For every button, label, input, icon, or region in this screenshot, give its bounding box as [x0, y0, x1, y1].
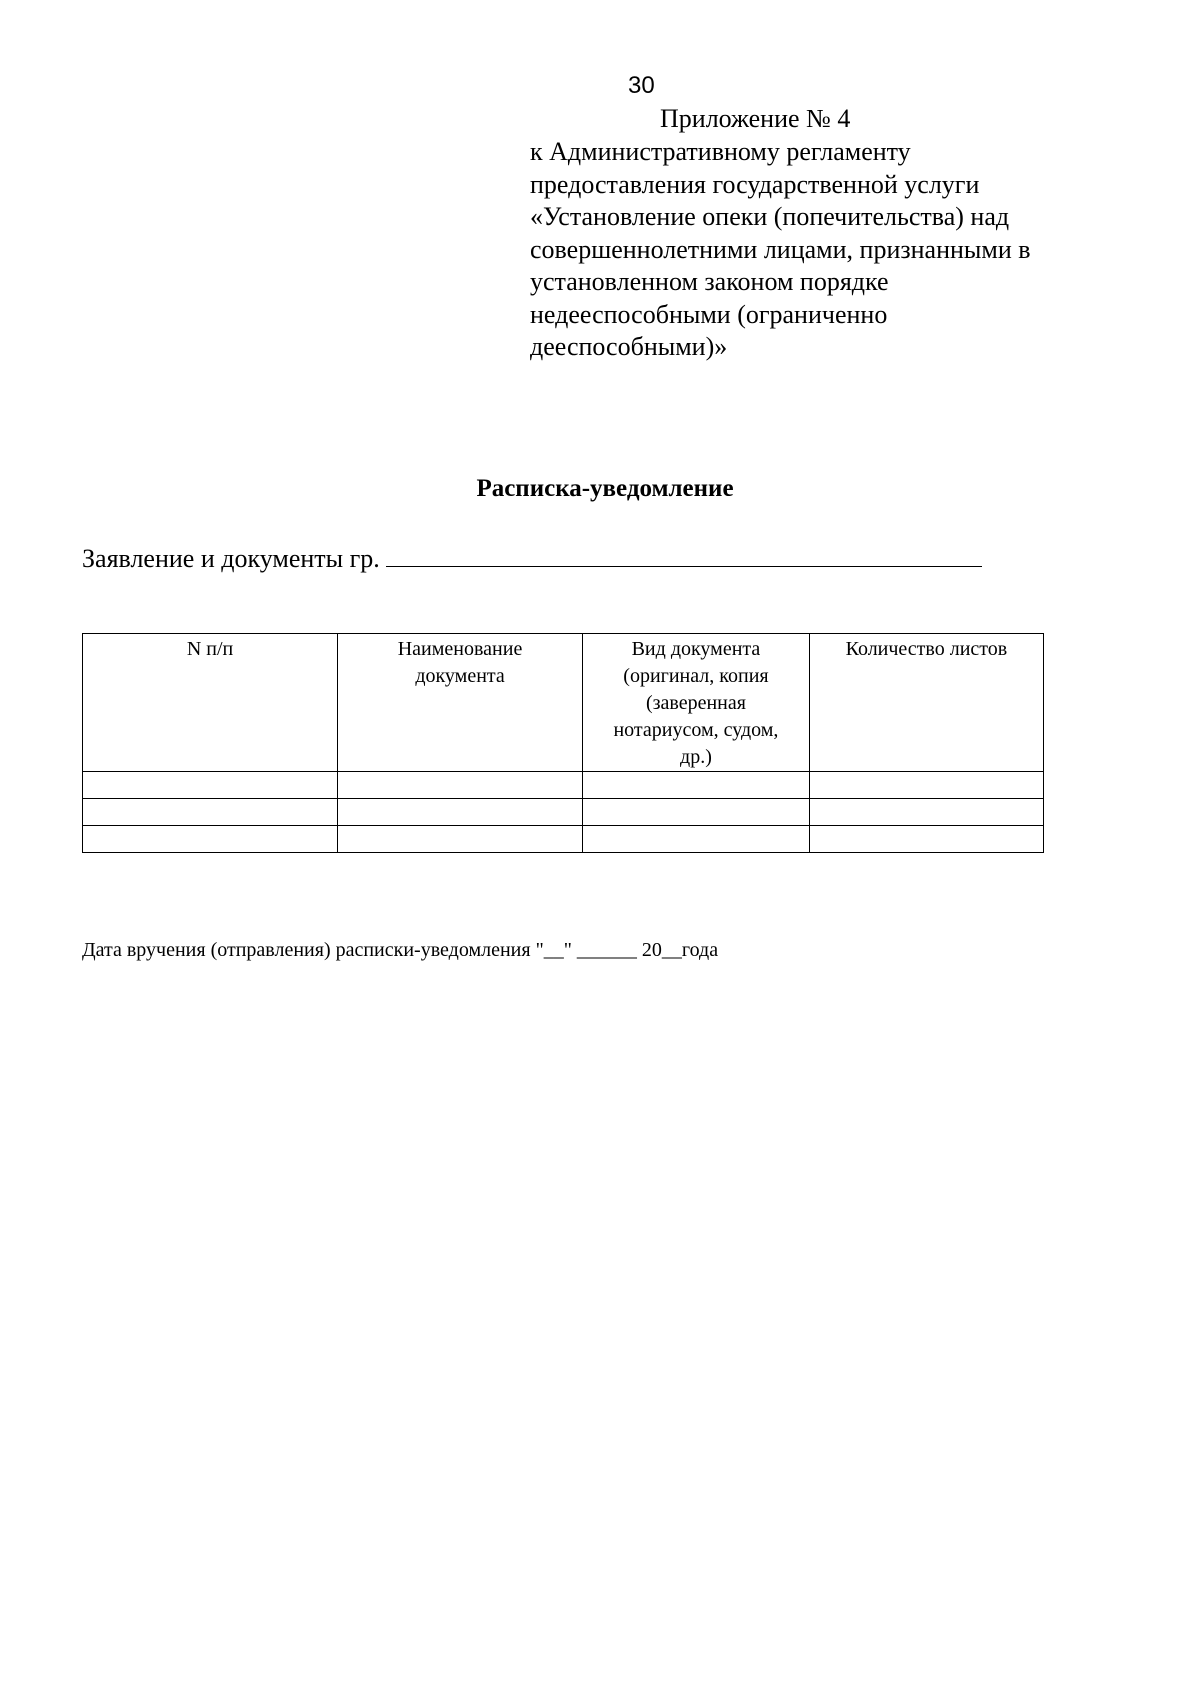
- table-cell[interactable]: [338, 772, 583, 799]
- header-line: др.): [680, 746, 712, 768]
- table-row: [83, 799, 1044, 826]
- table-row: [83, 826, 1044, 853]
- applicant-name-blank[interactable]: [386, 540, 982, 567]
- header-line: Вид документа: [631, 638, 761, 660]
- appendix-title: Приложение № 4: [660, 104, 851, 133]
- table-row: [83, 772, 1044, 799]
- appendix-line: к Административному регламенту: [530, 137, 911, 166]
- table-cell[interactable]: [583, 826, 810, 853]
- table-cell[interactable]: [809, 799, 1043, 826]
- header-line: Наименование: [397, 638, 523, 660]
- column-header-document-name: [338, 634, 583, 772]
- header-line: (заверенная: [645, 692, 746, 714]
- table-cell[interactable]: [583, 772, 810, 799]
- header-line: (оригинал, копия: [623, 665, 769, 687]
- table-cell[interactable]: [809, 772, 1043, 799]
- appendix-line: совершеннолетними лицами, признанными в: [530, 234, 1031, 264]
- column-header-number: [83, 634, 338, 772]
- table-cell[interactable]: [338, 799, 583, 826]
- header-line: Количество листов: [845, 638, 1008, 660]
- applicant-line: [82, 540, 982, 575]
- applicant-label: Заявление и документы гр.: [82, 544, 380, 573]
- table-cell[interactable]: [809, 826, 1043, 853]
- appendix-line: установленном законом порядке: [530, 267, 889, 296]
- documents-table: [82, 633, 1044, 853]
- header-line: нотариусом, судом,: [613, 719, 779, 741]
- appendix-line: «Установление опеки (попечительства) над: [530, 202, 1010, 231]
- column-header-document-type: [583, 634, 810, 772]
- table-cell[interactable]: [83, 826, 338, 853]
- table-cell[interactable]: [83, 799, 338, 826]
- header-line: документа: [415, 665, 505, 687]
- appendix-reference: [530, 136, 1031, 364]
- table-cell[interactable]: [338, 826, 583, 853]
- document-title: Расписка-уведомление: [476, 475, 734, 502]
- table-cell[interactable]: [83, 772, 338, 799]
- appendix-line: дееспособными)»: [530, 332, 728, 361]
- page-number: 30: [628, 72, 655, 99]
- header-line: N п/п: [186, 638, 234, 660]
- table-header-row: [83, 634, 1044, 772]
- appendix-line: недееспособными (ограниченно: [530, 299, 888, 329]
- column-header-sheet-count: [809, 634, 1043, 772]
- table-cell[interactable]: [583, 799, 810, 826]
- delivery-date-line: Дата вручения (отправления) расписки-уведомления "__" ______ 20__года: [82, 939, 719, 961]
- appendix-line: предоставления государственной услуги: [530, 169, 980, 199]
